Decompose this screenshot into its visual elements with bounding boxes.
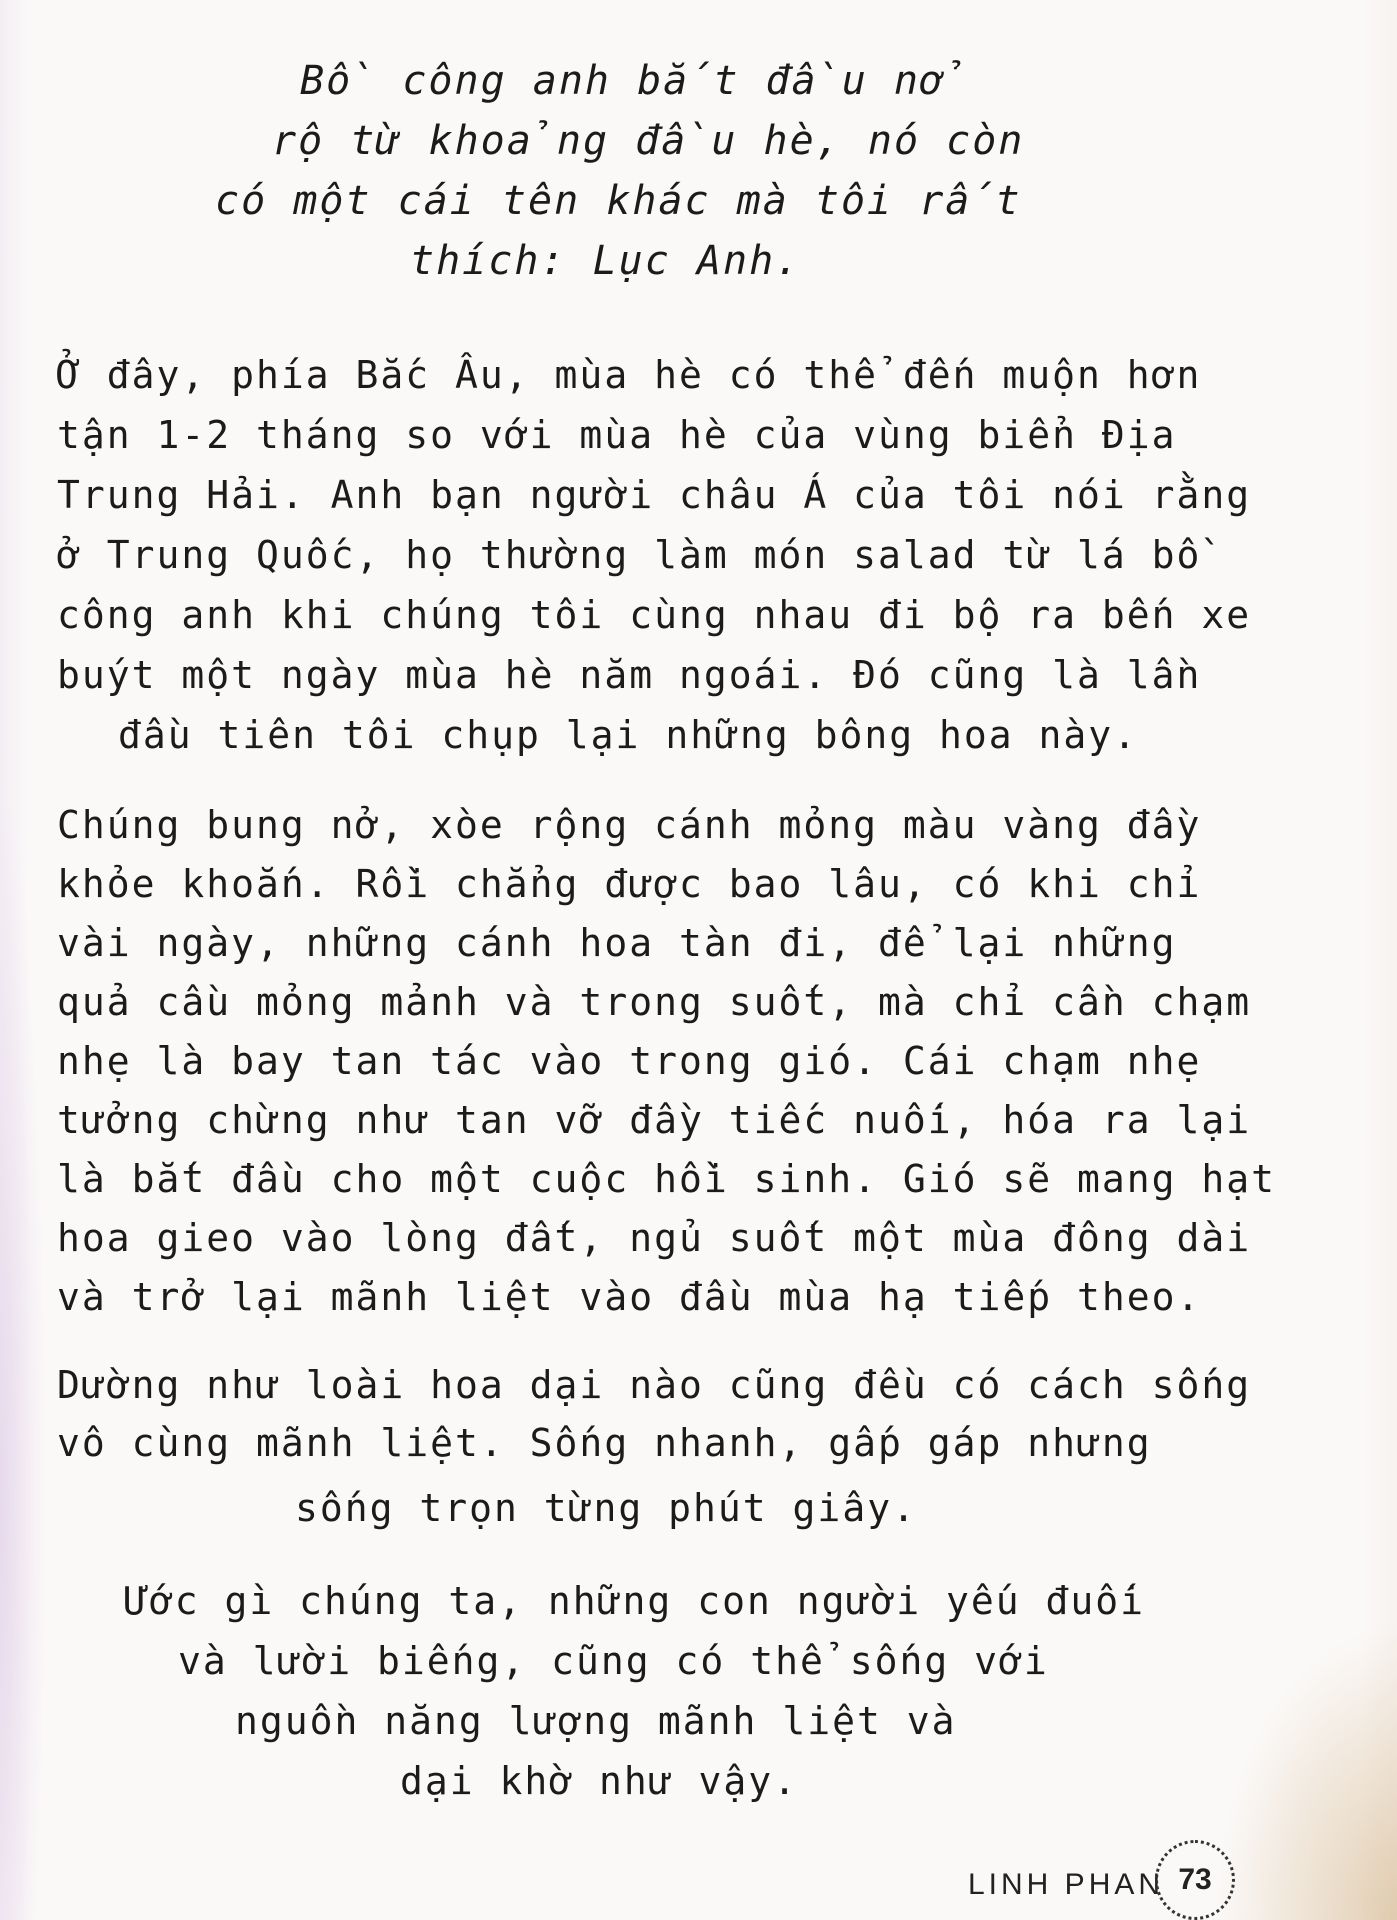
text-line: Dường như loài hoa dại nào cũng đều có cách sống	[57, 1363, 1252, 1407]
text-line: và trở lại mãnh liệt vào đầu mùa hạ tiếp theo.	[57, 1275, 1202, 1319]
text-line: hoa gieo vào lòng đất, ngủ suốt một mùa đông dài	[57, 1216, 1252, 1260]
text-line: sống trọn từng phút giây.	[295, 1486, 917, 1530]
text-line: nguồn năng lượng mãnh liệt và	[235, 1699, 957, 1743]
text-line: tưởng chừng như tan vỡ đầy tiếc nuối, hóa ra lại	[57, 1098, 1252, 1142]
text-line: Ở đây, phía Bắc Âu, mùa hè có thể đến muộn hơn	[57, 353, 1202, 397]
text-line: công anh khi chúng tôi cùng nhau đi bộ ra bến xe	[57, 593, 1252, 637]
text-line: quả cầu mỏng mảnh và trong suốt, mà chỉ cần chạm	[57, 980, 1252, 1024]
text-line: vô cùng mãnh liệt. Sống nhanh, gấp gáp nhưng	[57, 1421, 1152, 1465]
text-line: nhẹ là bay tan tác vào trong gió. Cái chạm nhẹ	[57, 1039, 1202, 1083]
text-line: đầu tiên tôi chụp lại những bông hoa này.	[118, 713, 1138, 757]
text-line: Ước gì chúng ta, những con người yếu đuối	[125, 1579, 1145, 1623]
page-number-badge	[1155, 1840, 1235, 1920]
intro-line: Bồ công anh bắt đầu nở	[300, 58, 971, 104]
intro-line: có một cái tên khác mà tôi rất	[215, 178, 1022, 224]
author-name: LINH PHAN	[968, 1868, 1165, 1901]
text-line: Chúng bung nở, xòe rộng cánh mỏng màu vàng đầy	[57, 803, 1202, 847]
text-line: và lười biếng, cũng có thể sống với	[178, 1639, 1049, 1683]
text-line: Trung Hải. Anh bạn người châu Á của tôi nói rằng	[57, 473, 1252, 517]
text-line: ở Trung Quốc, họ thường làm món salad từ lá bồ	[57, 533, 1202, 577]
text-line: buýt một ngày mùa hè năm ngoái. Đó cũng là lần	[57, 653, 1202, 697]
text-line: là bắt đầu cho một cuộc hồi sinh. Gió sẽ mang hạt	[57, 1157, 1277, 1201]
intro-line: rộ từ khoảng đầu hè, nó còn	[272, 118, 1025, 164]
text-line: khỏe khoắn. Rồi chẳng được bao lâu, có khi chỉ	[57, 862, 1202, 906]
text-line: dại khờ như vậy.	[400, 1759, 799, 1803]
text-line: tận 1-2 tháng so với mùa hè của vùng biển Địa	[57, 413, 1177, 457]
text-line: vài ngày, những cánh hoa tàn đi, để lại những	[57, 921, 1177, 965]
intro-line: thích: Lục Anh.	[410, 238, 802, 284]
page-number: 73	[1178, 1863, 1212, 1896]
